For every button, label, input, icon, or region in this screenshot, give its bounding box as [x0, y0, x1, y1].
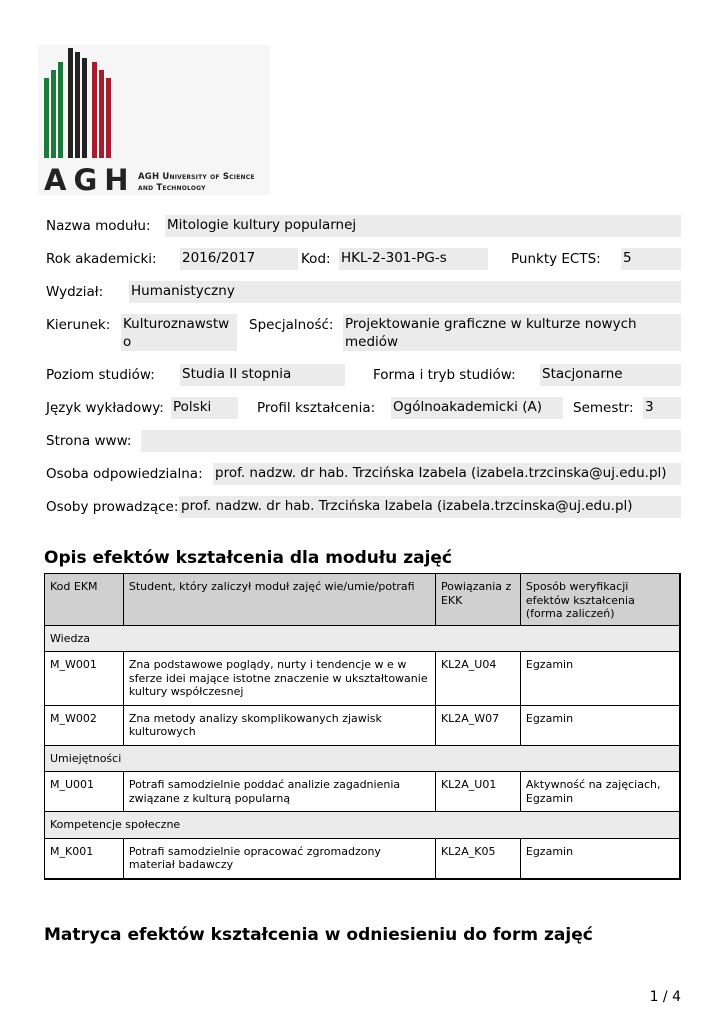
responsible-value: prof. nadzw. dr hab. Trzcińska Izabela (izabela.trzcinska@uj.edu.pl) [213, 463, 681, 485]
outcome-verification: Egzamin [520, 838, 680, 879]
specialty-value [343, 314, 681, 351]
code-value: HKL-2-301-PG-s [339, 248, 488, 270]
form-label: Forma i tryb studiów: [373, 367, 516, 383]
academic-year-label: Rok akademicki: [46, 251, 157, 267]
specialty-value-line2: mediów [345, 334, 399, 350]
column-header: Sposób weryfikacji efektów kształcenia (forma zaliczeń) [520, 574, 680, 626]
emblem-stripe [75, 52, 80, 158]
outcome-description: Potrafi samodzielnie opracować zgromadzony materiał badawczy [123, 838, 435, 879]
emblem-stripe [44, 78, 49, 158]
table-group-row [45, 812, 681, 839]
specialty-value-line1: Projektowanie graficzne w kulturze nowych [345, 316, 637, 332]
emblem-stripe [58, 62, 63, 158]
outcome-verification: Aktywność na zajęciach, Egzamin [520, 772, 680, 812]
profile-label: Profil kształcenia: [257, 400, 376, 416]
logo-subtitle [138, 172, 255, 194]
website-label: Strona www: [46, 433, 132, 449]
outcome-description: Potrafi samodzielnie poddać analizie zagadnienia związane z kulturą popularną [123, 772, 435, 812]
table-row [45, 772, 681, 812]
logo-subtitle-line1: AGH University of Science [138, 172, 255, 182]
column-header: Student, który zaliczył moduł zajęć wie/umie/potrafi [123, 574, 435, 626]
agh-logo-emblem [44, 48, 119, 158]
ects-label: Punkty ECTS: [511, 251, 601, 267]
logo-wordmark: AGH [44, 163, 136, 197]
emblem-stripe [82, 58, 87, 158]
emblem-stripe [99, 70, 104, 158]
outcome-description: Zna podstawowe poglądy, nurty i tendencje w e w sferze idei mające istotne znaczenie w ukształtowanie kultury współczesnej [123, 652, 435, 706]
table-row [45, 705, 681, 745]
outcome-code: M_U001 [45, 772, 124, 812]
module-name-label: Nazwa modułu: [46, 218, 151, 234]
code-label: Kod: [301, 251, 331, 267]
semester-label: Semestr: [573, 400, 634, 416]
form-value: Stacjonarne [540, 364, 681, 386]
language-value: Polski [171, 397, 238, 419]
semester-value: 3 [643, 397, 681, 419]
table-group-row [45, 745, 681, 772]
logo-subtitle-line2: and Technology [138, 183, 206, 193]
outcome-code: M_W001 [45, 652, 124, 706]
level-value: Studia II stopnia [180, 364, 345, 386]
emblem-stripe [106, 78, 111, 158]
website-value [141, 430, 681, 452]
language-label: Język wykładowy: [46, 400, 164, 416]
table-row [45, 652, 681, 706]
emblem-stripe [51, 70, 56, 158]
field-of-study-value [121, 314, 237, 351]
emblem-stripe [92, 62, 97, 158]
field-of-study-label: Kierunek: [46, 317, 111, 333]
outcome-verification: Egzamin [520, 652, 680, 706]
academic-year-value: 2016/2017 [180, 248, 298, 270]
outcome-link: KL2A_K05 [435, 838, 520, 879]
table-header-row [45, 574, 681, 626]
group-header: Wiedza [45, 625, 681, 652]
outcome-link: KL2A_W07 [435, 705, 520, 745]
outcomes-table [44, 573, 681, 880]
outcome-link: KL2A_U01 [435, 772, 520, 812]
ects-value: 5 [621, 248, 681, 270]
group-header: Kompetencje społeczne [45, 812, 681, 839]
module-name-value: Mitologie kultury popularnej [165, 215, 681, 237]
section-title-matrix: Matryca efektów kształcenia w odniesieniu do form zajęć [44, 925, 593, 945]
specialty-label: Specjalność: [249, 317, 334, 333]
outcome-code: M_K001 [45, 838, 124, 879]
column-header: Kod EKM [45, 574, 124, 626]
teachers-label: Osoby prowadzące: [46, 499, 179, 515]
teachers-value: prof. nadzw. dr hab. Trzcińska Izabela (izabela.trzcinska@uj.edu.pl) [179, 496, 681, 518]
profile-value: Ogólnoakademicki (A) [391, 397, 563, 419]
group-header: Umiejętności [45, 745, 681, 772]
emblem-stripe [68, 48, 73, 158]
faculty-label: Wydział: [46, 284, 104, 300]
page-number: 1 / 4 [649, 989, 681, 1005]
table-group-row [45, 625, 681, 652]
outcome-description: Zna metody analizy skomplikowanych zjawisk kulturowych [123, 705, 435, 745]
table-row [45, 838, 681, 879]
responsible-label: Osoba odpowiedzialna: [46, 466, 203, 482]
field-of-study-value-line2: o [123, 334, 132, 350]
field-of-study-value-line1: Kulturoznawstw [123, 316, 230, 332]
section-title-outcomes: Opis efektów kształcenia dla modułu zajęć [44, 548, 453, 568]
outcome-code: M_W002 [45, 705, 124, 745]
faculty-value: Humanistyczny [129, 281, 681, 303]
column-header: Powiązania z EKK [435, 574, 520, 626]
outcome-link: KL2A_U04 [435, 652, 520, 706]
level-label: Poziom studiów: [46, 367, 155, 383]
outcome-verification: Egzamin [520, 705, 680, 745]
